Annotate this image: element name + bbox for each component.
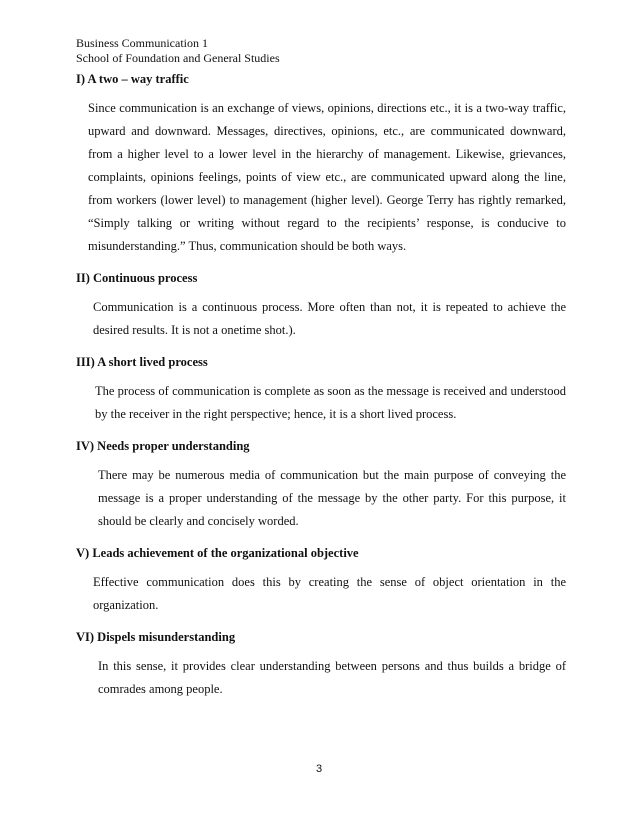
section-heading: VI) Dispels misunderstanding bbox=[76, 630, 236, 644]
section-heading: IV) Needs proper understanding bbox=[76, 439, 250, 453]
section-continuous-process bbox=[76, 271, 566, 342]
section-heading: II) Continuous process bbox=[76, 271, 198, 285]
section-short-lived-process bbox=[76, 355, 566, 426]
section-paragraph: There may be numerous media of communication but the main purpose of conveying the message is a proper understanding of the message by the other party. For this purpose, it should be clearly and concisely worded. bbox=[98, 468, 566, 528]
section-paragraph: Communication is a continuous process. More often than not, it is repeated to achieve the desired results. It is not a onetime shot.). bbox=[93, 300, 566, 337]
section-paragraph: In this sense, it provides clear understanding between persons and thus builds a bridge of comrades among people. bbox=[98, 659, 566, 696]
section-heading: I) A two – way traffic bbox=[76, 72, 189, 86]
page-header bbox=[76, 36, 280, 66]
header-school-name: School of Foundation and General Studies bbox=[76, 51, 280, 65]
section-organizational-objective bbox=[76, 546, 566, 617]
page-number: 3 bbox=[315, 763, 323, 775]
section-heading: V) Leads achievement of the organizational objective bbox=[76, 546, 359, 560]
section-proper-understanding bbox=[76, 439, 566, 533]
section-dispels-misunderstanding bbox=[76, 630, 566, 701]
document-body bbox=[76, 72, 566, 714]
section-paragraph: The process of communication is complete as soon as the message is received and understood by the receiver in the right perspective; hence, it is a short lived process. bbox=[95, 384, 566, 421]
section-two-way-traffic bbox=[76, 72, 566, 258]
header-course-title: Business Communication 1 bbox=[76, 36, 208, 50]
section-heading: III) A short lived process bbox=[76, 355, 208, 369]
section-paragraph: Effective communication does this by creating the sense of object orientation in the organization. bbox=[93, 575, 566, 612]
section-paragraph: Since communication is an exchange of views, opinions, directions etc., it is a two-way traffic, upward and downward. Messages, directives, opinions, etc., are communicated downward, from a higher level to a lower level in the hierarchy of management. Likewise, grievances, complaints, opinions feelings, points of view etc., are communicated upward along the line, from workers (lower level) to management (higher level). George Terry has rightly remarked, “Simply talking or writing without regard to the recipients’ response, is conducive to misunderstanding.” Thus, communication should be both ways. bbox=[88, 101, 566, 253]
